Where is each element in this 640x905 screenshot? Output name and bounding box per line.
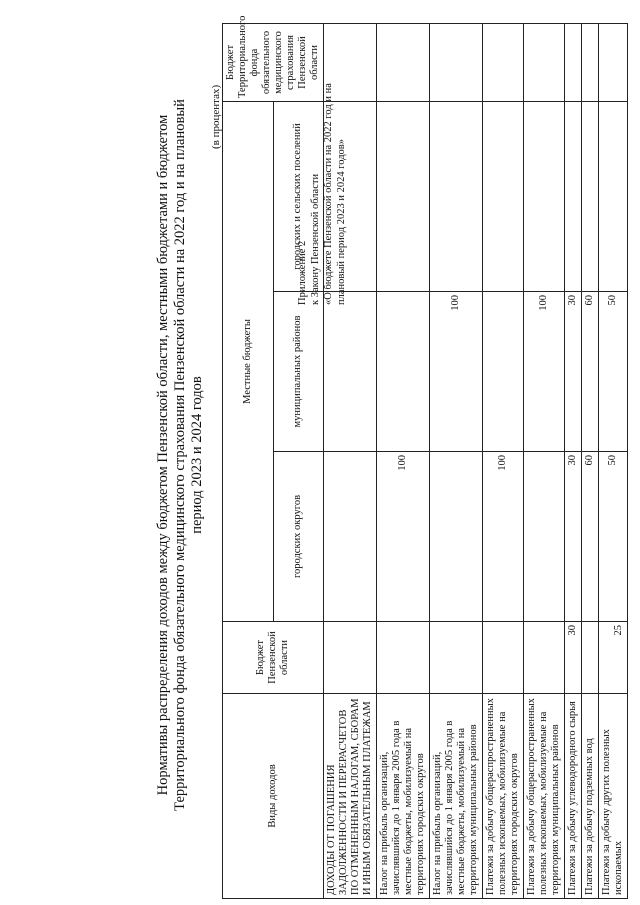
cell-municipal <box>377 292 430 452</box>
cell-regional: 25 <box>599 622 628 694</box>
cell-municipal: 60 <box>582 292 599 452</box>
cell-settlements <box>430 101 483 291</box>
row-name: Платежи за добычу подземных вод <box>582 694 599 899</box>
cell-urban <box>324 452 377 622</box>
cell-municipal: 30 <box>565 292 582 452</box>
table-row <box>565 23 582 898</box>
cell-regional <box>582 622 599 694</box>
cell-urban: 30 <box>565 452 582 622</box>
cell-tfoms <box>565 23 582 101</box>
appendix-line: к Закону Пензенской области <box>310 173 321 305</box>
cell-tfoms <box>599 23 628 101</box>
row-name: Платежи за добычу других полезных ископаемых <box>599 694 628 899</box>
header-regional: Бюджет Пензенской области <box>223 622 324 694</box>
cell-regional <box>524 622 565 694</box>
header-local-budgets: Местные бюджеты <box>223 101 274 621</box>
cell-tfoms <box>524 23 565 101</box>
cell-settlements <box>524 101 565 291</box>
cell-municipal: 50 <box>599 292 628 452</box>
cell-tfoms <box>377 23 430 101</box>
appendix-line: «О бюджете Пензенской области на 2022 год и на <box>323 83 334 305</box>
header-tfoms: Бюджет Территориального фонда обязательного медицинского страхования Пензенской области <box>223 23 324 101</box>
table-row <box>599 23 628 898</box>
row-name: Платежи за добычу общераспространенных полезных ископаемых, мобилизуемые на территориях городских округов <box>483 694 524 899</box>
row-name: Налог на прибыль организаций, зачислявшийся до 1 января 2005 года в местные бюджеты, мобилизуемый на территориях муниципальных районов <box>430 694 483 899</box>
appendix-line: плановый период 2023 и 2024 годов» <box>336 139 347 305</box>
table-row <box>524 23 565 898</box>
table-row <box>582 23 599 898</box>
cell-urban: 50 <box>599 452 628 622</box>
cell-urban <box>430 452 483 622</box>
cell-regional <box>377 622 430 694</box>
header-types: Виды доходов <box>223 694 324 899</box>
row-name: Платежи за добычу углеводородного сырья <box>565 694 582 899</box>
appendix-line: Приложение 2 <box>297 240 308 305</box>
cell-urban: 60 <box>582 452 599 622</box>
table-row <box>324 23 377 898</box>
row-name: ДОХОДЫ ОТ ПОГАШЕНИЯ ЗАДОЛЖЕННОСТИ И ПЕРЕРАСЧЕТОВ ПО ОТМЕНЕННЫМ НАЛОГАМ, СБОРАМ И ИНЫМ ОБЯЗАТЕЛЬНЫМ ПЛАТЕЖАМ <box>324 694 377 899</box>
cell-tfoms <box>430 23 483 101</box>
document-title: Нормативы распределения доходов между бюджетом Пензенской области, местными бюджетами и бюджетом Территориального фонда обязательного медицинского страхования Пензенской области на 2022 год и на плановый период 2023 и 2024 годов <box>155 99 205 811</box>
table-row <box>377 23 430 898</box>
cell-urban: 100 <box>377 452 430 622</box>
cell-regional <box>483 622 524 694</box>
cell-settlements <box>565 101 582 291</box>
table-row <box>430 23 483 898</box>
cell-urban <box>524 452 565 622</box>
cell-settlements <box>483 101 524 291</box>
header-municipal-districts: муниципальных районов <box>273 292 324 452</box>
cell-settlements <box>582 101 599 291</box>
distribution-table <box>222 15 628 899</box>
unit-note: (в процентах) <box>210 84 222 149</box>
row-name: Платежи за добычу общераспространенных полезных ископаемых, мобилизуемые на территориях муниципальных районов <box>524 694 565 899</box>
cell-regional <box>324 622 377 694</box>
header-settlements: городских и сельских поселений <box>273 101 324 291</box>
header-urban-districts: городских округов <box>273 452 324 622</box>
cell-settlements <box>377 101 430 291</box>
cell-settlements <box>324 101 377 291</box>
cell-tfoms <box>324 23 377 101</box>
table-row <box>483 23 524 898</box>
cell-municipal <box>483 292 524 452</box>
cell-regional: 30 <box>565 622 582 694</box>
cell-regional <box>430 622 483 694</box>
cell-settlements <box>599 101 628 291</box>
cell-municipal: 100 <box>430 292 483 452</box>
cell-tfoms <box>582 23 599 101</box>
cell-tfoms <box>483 23 524 101</box>
cell-municipal <box>324 292 377 452</box>
cell-municipal: 100 <box>524 292 565 452</box>
cell-urban: 100 <box>483 452 524 622</box>
row-name: Налог на прибыль организаций, зачислявшийся до 1 января 2005 года в местные бюджеты, мобилизуемый на территориях городских округов <box>377 694 430 899</box>
